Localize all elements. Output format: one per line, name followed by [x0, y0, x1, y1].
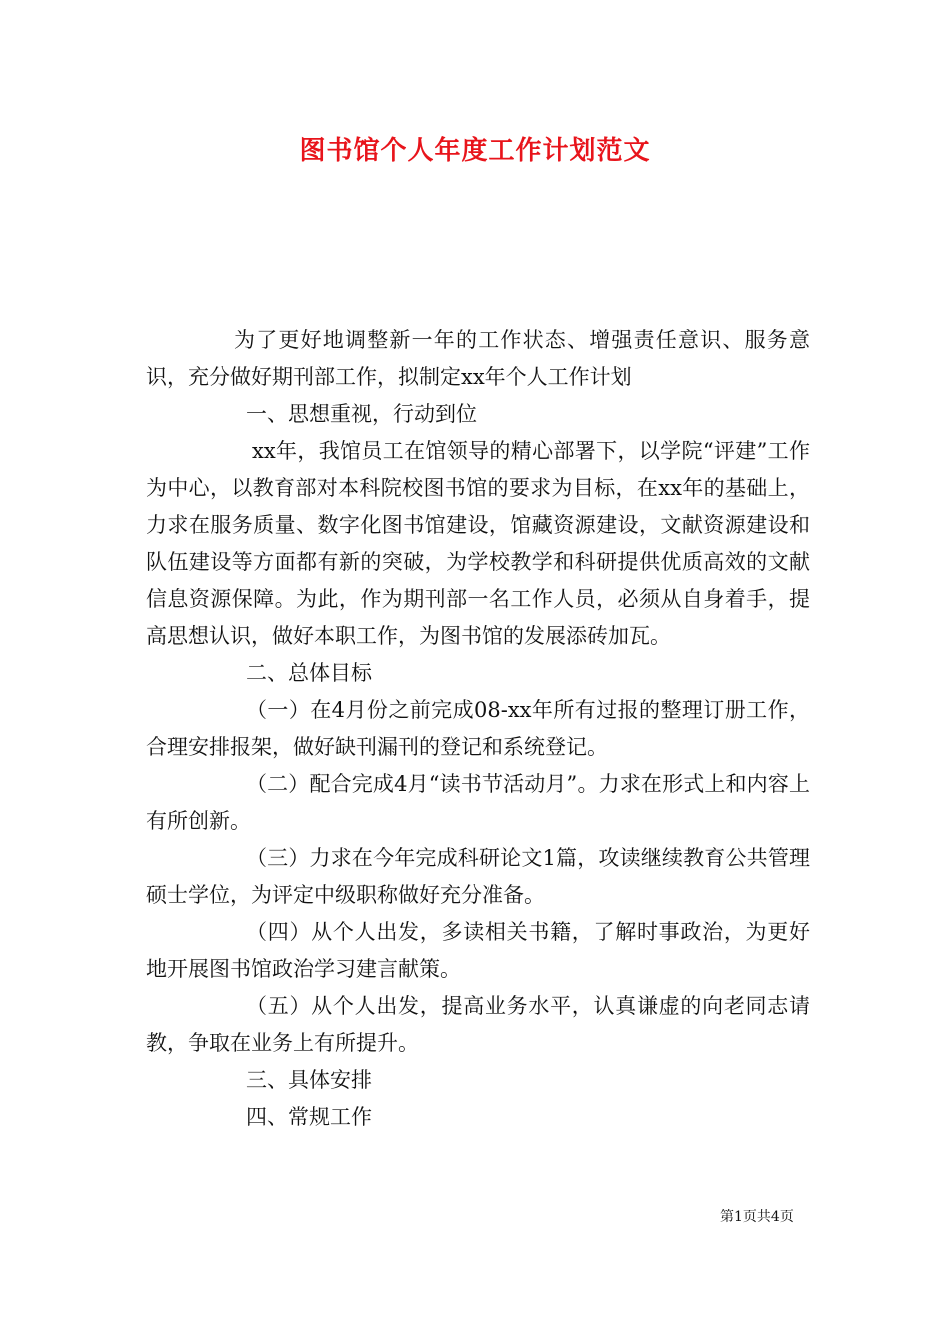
- goal-item-5: （五）从个人出发，提高业务水平，认真谦虚的向老同志请教，争取在业务上有所提升。: [146, 994, 810, 1055]
- section-heading-1: 一、思想重视，行动到位: [246, 402, 477, 426]
- section-1-paragraph: xx年，我馆员工在馆领导的精心部署下，以学院“评建”工作为中心，以教育部对本科院校图书馆的要求为目标，在xx年的基础上，力求在服务质量、数字化图书馆建设，馆藏资源建设，文献资源建设和队伍建设等方面都有新的突破，为学校教学和科研提供优质高效的文献信息资源保障。为此，作为期刊部一名工作人员，必须从自身着手，提高思想认识，做好本职工作，为图书馆的发展添砖加瓦。: [146, 439, 810, 648]
- intro-paragraph: 为了更好地调整新一年的工作状态、增强责任意识、服务意识，充分做好期刊部工作，拟制定xx年个人工作计划: [146, 328, 810, 389]
- goal-item-1: （一）在4月份之前完成08-xx年所有过报的整理订册工作，合理安排报架，做好缺刊漏刊的登记和系统登记。: [146, 698, 810, 759]
- section-heading-4: 四、常规工作: [246, 1105, 372, 1129]
- section-heading-2: 二、总体目标: [246, 661, 372, 685]
- page-number-footer: 第1页共4页: [720, 1209, 794, 1225]
- goal-item-4: （四）从个人出发，多读相关书籍，了解时事政治，为更好地开展图书馆政治学习建言献策。: [146, 920, 810, 981]
- section-heading-3: 三、具体安排: [246, 1068, 372, 1092]
- goal-item-2: （二）配合完成4月“读书节活动月”。力求在形式上和内容上有所创新。: [146, 772, 810, 833]
- document-title: 图书馆个人年度工作计划范文: [299, 136, 651, 166]
- goal-item-3: （三）力求在今年完成科研论文1篇，攻读继续教育公共管理硕士学位，为评定中级职称做好充分准备。: [146, 846, 810, 907]
- document-body: [146, 322, 810, 1136]
